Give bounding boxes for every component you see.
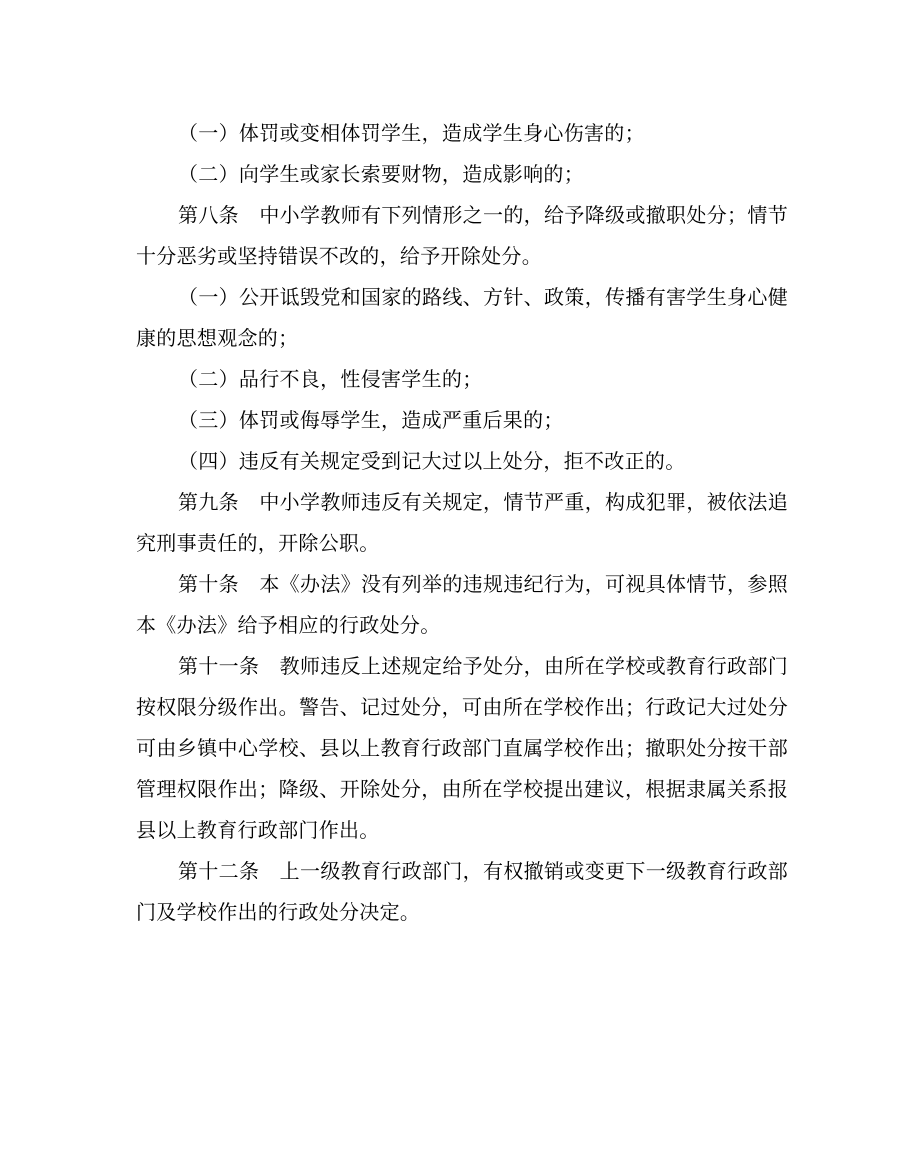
paragraph-item-8-2: （二）品行不良，性侵害学生的； <box>178 367 483 391</box>
paragraph-item-8-1: （一）公开诋毁党和国家的路线、方针、政策，传播有害学生身心健康的思想观念的； <box>136 285 788 350</box>
paragraph-item-1-2: （二）向学生或家长索要财物，造成影响的； <box>178 162 584 186</box>
paragraph-article-12: 第十二条 上一级教育行政部门，有权撤销或变更下一级教育行政部门及学校作出的行政处分决定。 <box>136 859 788 924</box>
document-body <box>136 113 788 933</box>
paragraph-item-1-1: （一）体罚或变相体罚学生，造成学生身心伤害的； <box>178 121 645 145</box>
paragraph-article-11: 第十一条 教师违反上述规定给予处分，由所在学校或教育行政部门按权限分级作出。警告、记过处分，可由所在学校作出；行政记大过处分可由乡镇中心学校、县以上教育行政部门直属学校作出；撤职处分按干部管理权限作出；降级、开除处分，由所在学校提出建议，根据隶属关系报县以上教育行政部门作出。 <box>136 654 788 842</box>
paragraph-item-8-3: （三）体罚或侮辱学生，造成严重后果的； <box>178 408 564 432</box>
paragraph-article-10: 第十条 本《办法》没有列举的违规违纪行为，可视具体情节，参照本《办法》给予相应的行政处分。 <box>136 572 788 637</box>
paragraph-article-9: 第九条 中小学教师违反有关规定，情节严重，构成犯罪，被依法追究刑事责任的，开除公职。 <box>136 490 788 555</box>
paragraph-article-8: 第八条 中小学教师有下列情形之一的，给予降级或撤职处分；情节十分恶劣或坚持错误不改的，给予开除处分。 <box>136 203 788 268</box>
paragraph-item-8-4: （四）违反有关规定受到记大过以上处分，拒不改正的。 <box>178 449 686 473</box>
